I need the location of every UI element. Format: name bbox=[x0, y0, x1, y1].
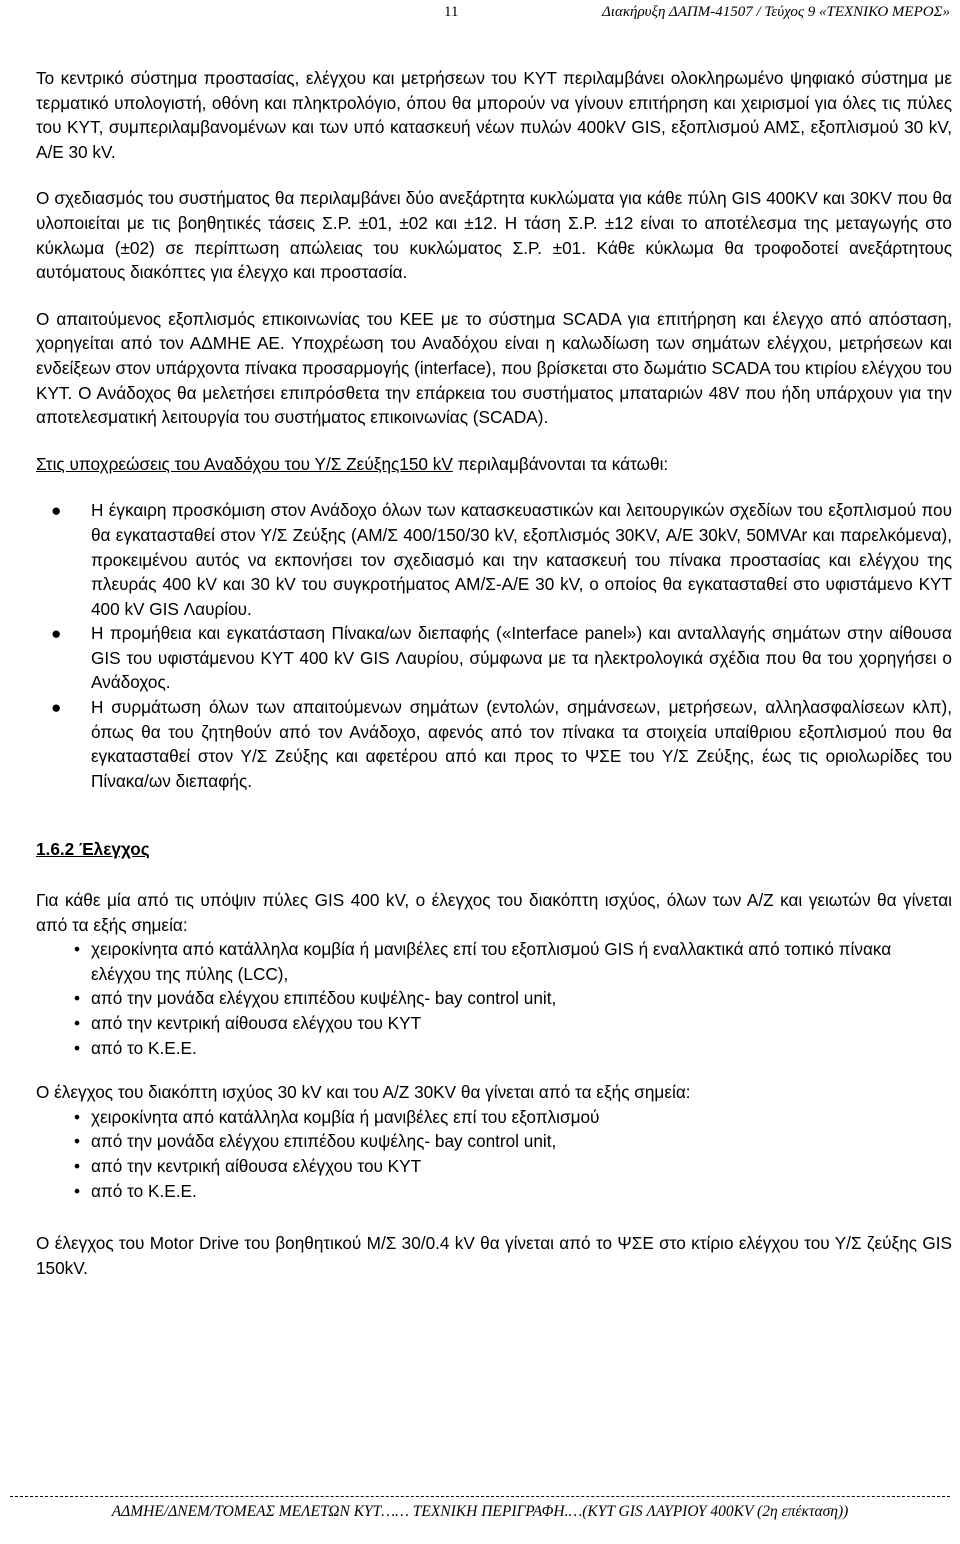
page-header bbox=[0, 4, 960, 28]
bullet-icon: • bbox=[74, 1106, 81, 1127]
list-item-text: από την κεντρική αίθουσα ελέγχου του ΚΥΤ bbox=[91, 1155, 422, 1176]
paragraph-30kv-control: Ο έλεγχος του διακόπτη ισχύος 30 kV και του Α/Ζ 30KV θα γίνεται από τα εξής σημεία: bbox=[36, 1082, 691, 1103]
bullet-icon: ● bbox=[51, 500, 62, 521]
list-item bbox=[36, 1154, 952, 1179]
paragraph-gis-control: Για κάθε μία από τις υπόψιν πύλες GIS 400 kV, ο έλεγχος του διακόπτη ισχύος, όλων των Α/Ζ και γειωτών θα γίνεται από τα εξής σημεία: bbox=[36, 890, 952, 935]
obligations-intro-underlined: Στις υποχρεώσεις του Αναδόχου του Υ/Σ Ζεύξης150 kV bbox=[36, 453, 453, 474]
paragraph-motor-drive: Ο έλεγχος του Motor Drive του βοηθητικού Μ/Σ 30/0.4 kV θα γίνεται από το ΨΣΕ στο κτίριο ελέγχου του Υ/Σ ζεύξης GIS 150kV. bbox=[36, 1233, 952, 1278]
obligations-intro-rest: περιλαμβάνονται τα κάτωθι: bbox=[452, 453, 669, 474]
paragraph-scada-equipment: Ο απαιτούμενος εξοπλισμός επικοινωνίας του ΚΕΕ με το σύστημα SCADA για επιτήρηση και έλεγχο από απόσταση, χορηγείται από τον ΑΔΜΗΕ ΑΕ. Υποχρέωση του Αναδόχου είναι η καλωδίωση των σημάτων ελέγχου, μετρήσεων και ενδείξεων στον υπάρχοντα πίνακα προσαρμογής (interface), που βρίσκεται στο δωμάτιο SCADA του κτιρίου ελέγχου του ΚΥΤ. Ο Ανάδοχος θα μελετήσει επιπρόσθετα την επάρκεια του συστήματος μπαταριών 48V που ήδη υπάρχουν για την αποτελεσματική λειτουργία του συστήματος επικοινωνίας (SCADA). bbox=[36, 308, 952, 428]
list-item-text: χειροκίνητα από κατάλληλα κομβία ή μανιβέλες επί του εξοπλισμού GIS ή εναλλακτικά από τοπικό πίνακα ελέγχου της πύλης (LCC), bbox=[91, 939, 892, 984]
control-points-400-list bbox=[36, 937, 952, 1060]
spacer bbox=[36, 1223, 952, 1231]
list-item-text: Η προμήθεια και εγκατάσταση Πίνακα/ων διεπαφής («Interface panel») και ανταλλαγής σημάτων στην αίθουσα GIS του υφιστάμενου ΚΥΤ 400 kV GIS Λαυρίου, σύμφωνα με τα ηλεκτρολογικά σχέδια που θα του χορηγήσει ο Ανάδοχος. bbox=[91, 623, 952, 693]
header-title: Διακήρυξη ΔΑΠΜ-41507 / Τεύχος 9 «ΤΕΧΝΙΚΟ ΜΕΡΟΣ» bbox=[601, 4, 950, 20]
paragraph-central-system: Το κεντρικό σύστημα προστασίας, ελέγχου και μετρήσεων του ΚΥΤ περιλαμβάνει ολοκληρωμένο ψηφιακό σύστημα με τερματικό υπολογιστή, οθόνη και πληκτρολόγιο, όπου θα μπορούν να γίνουν επιτήρηση και χειρισμοί για όλες τις πύλες του ΚΥΤ, συμπεριλαμβανομένων και των υπό κατασκευή νέων πυλών 400kV GIS, εξοπλισμού ΑΜΣ, εξοπλισμού 30 kV, Α/Ε 30 kV. bbox=[36, 68, 952, 162]
list-item-text: από το Κ.Ε.Ε. bbox=[91, 1037, 197, 1058]
list-item-text: από την κεντρική αίθουσα ελέγχου του ΚΥΤ bbox=[91, 1013, 422, 1033]
list-item bbox=[36, 621, 952, 695]
paragraph-system-design: Ο σχεδιασμός του συστήματος θα περιλαμβάνει δύο ανεξάρτητα κυκλώματα για κάθε πύλη GIS 400KV και 30KV που θα υλοποιείται με τις βοηθητικές τάσεις Σ.Ρ. ±01, ±02 και ±12. Η τάση Σ.Ρ. ±12 είναι το αποτέλεσμα της μεταγωγής στο κύκλωμα (±02) σε περίπτωση απώλειας του κυκλώματος Σ.Ρ. ±01. Κάθε κύκλωμα θα τροφοδοτεί ανεξάρτητους αυτόματους διακόπτες για έλεγχο και προστασία. bbox=[36, 188, 952, 283]
list-item-text: από την μονάδα ελέγχου επιπέδου κυψέλης- bay control unit, bbox=[91, 1131, 557, 1152]
bullet-icon: • bbox=[74, 1131, 81, 1152]
obligations-list bbox=[36, 498, 952, 793]
list-item bbox=[36, 695, 952, 793]
bullet-icon: • bbox=[74, 1180, 81, 1201]
bullet-icon: ● bbox=[51, 697, 62, 718]
list-item bbox=[36, 1011, 952, 1036]
list-item-text: Η συρμάτωση όλων των απαιτούμενων σημάτων (εντολών, σημάνσεων, μετρήσεων, αλληλασφαλίσεων κλπ), όπως θα του ζητηθούν από τον Ανάδοχο, αφενός από τον πίνακα τα στοιχεία υπαίθριου εξοπλισμού που θα εγκατασταθεί στον Υ/Σ Ζεύξης και αφετέρου από και προς το ΨΣΕ του Υ/Σ Ζεύξης, έως τις οριολωρίδες του Πίνακα/ων διεπαφής. bbox=[91, 697, 952, 791]
page-number: 11 bbox=[444, 4, 459, 20]
list-item bbox=[36, 1036, 952, 1061]
paragraph-obligations-intro bbox=[36, 452, 952, 477]
list-item-text: χειροκίνητα από κατάλληλα κομβία ή μανιβέλες επί του εξοπλισμού bbox=[91, 1106, 600, 1127]
list-item bbox=[36, 937, 952, 986]
list-item-text: Η έγκαιρη προσκόμιση στον Ανάδοχο όλων των κατασκευαστικών και λειτουργικών σχεδίων του εξοπλισμού που θα εγκατασταθεί στον Υ/Σ Ζεύξης (ΑΜ/Σ 400/150/30 kV, εξοπλισμός 30KV, Α/Ε 30kV, 50MVAr και παρελκόμενα), προκειμένου αυτός να εκπονήσει τον σχεδιασμό και την κατασκευή του πίνακα προστασίας και ελέγχου της πλευράς 400 kV και 30 kV του συγκροτήματος ΑΜ/Σ-Α/Ε 30 kV, ο οποίος θα εγκατασταθεί στο υφιστάμενο ΚΥΤ 400 kV GIS Λαυρίου. bbox=[91, 500, 952, 619]
bullet-icon: • bbox=[74, 939, 81, 960]
list-item bbox=[36, 498, 952, 621]
bullet-icon: • bbox=[74, 1155, 81, 1176]
document-body bbox=[36, 66, 952, 1280]
bullet-icon: ● bbox=[51, 623, 62, 644]
section-heading: 1.6.2 Έλεγχος bbox=[36, 839, 150, 860]
footer-text: ΑΔΜΗΕ/ΔΝΕΜ/ΤΟΜΕΑΣ ΜΕΛΕΤΩΝ ΚΥΤ…… ΤΕΧΝΙΚΗ ΠΕΡΙΓΡΑΦΗ.…(ΚΥΤ GIS ΛΑΥΡΙΟΥ 400KV (2η επέκταση)) bbox=[111, 1503, 849, 1520]
bullet-icon: • bbox=[74, 1013, 81, 1033]
list-item bbox=[36, 1129, 952, 1154]
page-footer bbox=[0, 1496, 960, 1521]
footer-divider bbox=[10, 1496, 950, 1497]
bullet-icon: • bbox=[74, 988, 81, 1009]
list-item-text: από το Κ.Ε.Ε. bbox=[91, 1180, 197, 1201]
bullet-icon: • bbox=[74, 1037, 81, 1058]
list-item-text: από την μονάδα ελέγχου επιπέδου κυψέλης- bay control unit, bbox=[91, 988, 557, 1009]
list-item bbox=[36, 986, 952, 1011]
control-points-30-list bbox=[36, 1105, 952, 1203]
list-item bbox=[36, 1105, 952, 1130]
list-item bbox=[36, 1179, 952, 1204]
